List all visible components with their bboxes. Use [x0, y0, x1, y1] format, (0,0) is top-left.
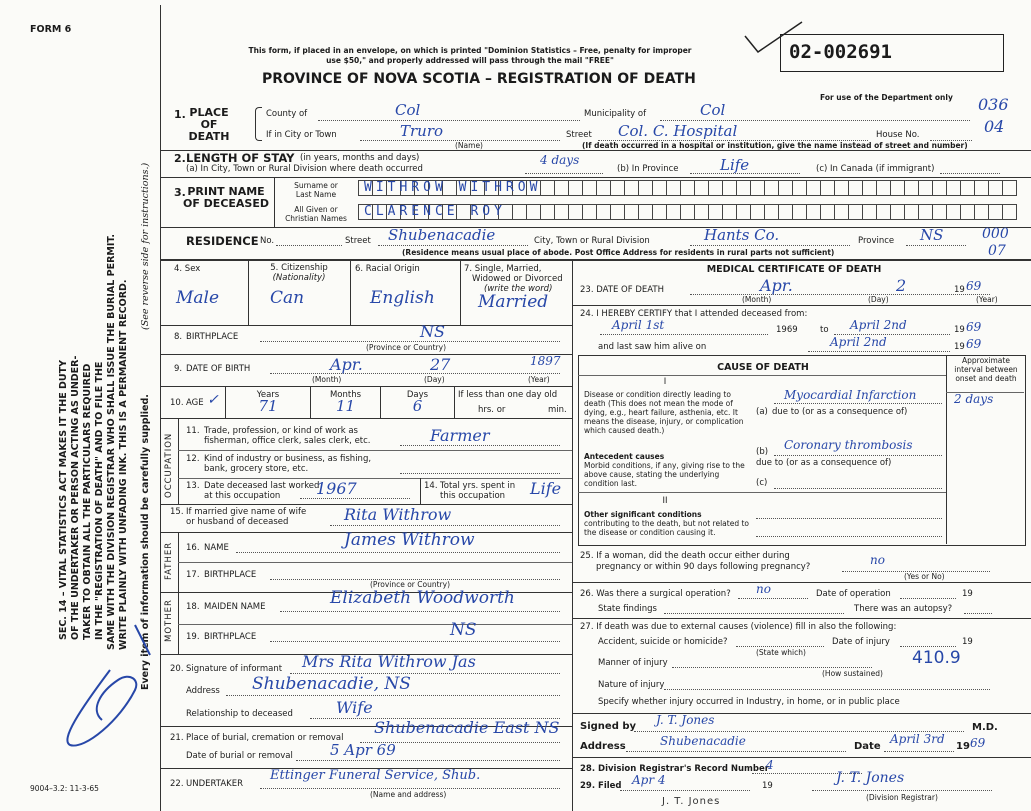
s1-num: 1. [174, 108, 186, 121]
s5-label: 5. Citizenship (Nationality) [270, 263, 328, 283]
s16-line [236, 552, 560, 553]
dept-code-2: 04 [984, 117, 1005, 136]
s26-autopsy-line [964, 613, 992, 614]
signed-date-value: April 3rd [890, 732, 945, 746]
dept-use-label: For use of the Department only [820, 93, 953, 102]
rule-3 [160, 227, 1031, 228]
occupation-side-label: OCCUPATION [164, 432, 174, 498]
s8-line [260, 341, 560, 342]
s27-accident-label: Accident, suicide or homicide? [598, 637, 728, 647]
s24-to: April 2nd [850, 318, 907, 332]
s24-from-line [600, 334, 768, 335]
street-value: Col. C. Hospital [618, 122, 738, 140]
other-label: Other significant conditions [584, 510, 702, 519]
margin-line-6: WRITE PLAINLY WITH UNFADING INK. THIS IS A PERMANENT RECORD. [118, 279, 129, 650]
s24-saw-line [808, 351, 950, 352]
s24-to-year: 69 [966, 320, 982, 334]
s13-value: 1967 [316, 479, 357, 498]
s17-caption: (Province or Country) [370, 580, 450, 589]
signed-md: M.D. [972, 722, 998, 733]
s25-caption: (Yes or No) [904, 572, 945, 581]
other-line-2 [756, 536, 942, 537]
residence-street-value: Shubenacadie [388, 226, 496, 244]
residence-code-2: 07 [988, 243, 1006, 259]
s2-label-note: (in years, months and days) [300, 153, 420, 163]
s26-findings-line [664, 613, 844, 614]
s1-bracket [255, 107, 262, 141]
s21-value: Shubenacadie East NS [374, 718, 560, 737]
father-rule [178, 562, 572, 563]
s17-num: 17. [186, 570, 200, 580]
s10-div-4 [454, 386, 455, 418]
s22-line [260, 788, 560, 789]
s4-value: Male [176, 288, 220, 308]
registrar-stamp: J. T. Jones [662, 796, 721, 807]
s10-label: AGE [186, 398, 204, 408]
s24-label: 24. I HEREBY CERTIFY that I attended deceased from: [580, 309, 808, 319]
interval-label: Approximate interval between onset and death [954, 356, 1018, 383]
s24-saw-value: April 2nd [830, 335, 887, 349]
s3-num: 3. [174, 186, 186, 199]
mother-side-label: MOTHER [164, 599, 174, 642]
s27-date-line [900, 646, 956, 647]
residence-province-line [906, 245, 966, 246]
s2-a-value: 4 days [540, 153, 580, 167]
occ-side-rule [178, 418, 179, 504]
s22-value: Ettinger Funeral Service, Shub. [270, 768, 481, 783]
s24-to-label: to [820, 325, 829, 335]
med-rule-3 [572, 618, 1031, 619]
s2-b-value: Life [720, 156, 750, 174]
signed-date-label: Date [854, 741, 881, 752]
s9-day-cap: (Day) [424, 375, 445, 384]
s20-rel-label: Relationship to deceased [186, 709, 293, 719]
s19-line [270, 641, 560, 642]
municipality-value: Col [700, 101, 726, 119]
s27-accident-line [736, 646, 824, 647]
min-label: min. [548, 405, 567, 415]
county-label: County of [266, 109, 308, 119]
s8-num: 8. [174, 332, 183, 342]
s23-day-cap: (Day) [868, 295, 889, 304]
margin-line-2: OF THE UNDERTAKER OR PERSON ACTING AS UNDER- [70, 355, 81, 640]
residence-code: 000 [982, 226, 1009, 242]
rule-2 [160, 177, 1031, 178]
s10-check: ✓ [207, 392, 219, 408]
s16-label: NAME [204, 543, 229, 553]
occ-rule-2 [178, 478, 572, 479]
s29-value: Apr 4 [632, 773, 666, 787]
s26-year-pre: 19 [962, 589, 973, 599]
check-mark [740, 18, 810, 58]
s9-line [270, 373, 560, 374]
given-value: CLARENCE ROY [364, 204, 506, 219]
s19-label: BIRTHPLACE [204, 632, 257, 642]
rule-7 [160, 386, 572, 387]
s24-saw-year: 69 [966, 337, 982, 351]
s1-label: PLACE OF DEATH [188, 106, 230, 143]
s15-line [330, 525, 560, 526]
s25-value: no [870, 553, 885, 567]
signed-address-line [626, 751, 846, 752]
margin-line-7: (See reverse side for instructions.) [140, 162, 151, 330]
other-line-1 [756, 518, 942, 519]
antecedent-note: Morbid conditions, if any, giving rise to the above cause, stating the underlying condition last. [584, 461, 745, 488]
s18-num: 18. [186, 602, 200, 612]
cause-a-interval: 2 days [954, 392, 994, 406]
s26-autopsy-label: There was an autopsy? [854, 604, 953, 614]
margin-pen-mark [40, 610, 160, 750]
county-value: Col [395, 101, 421, 119]
envelope-notice-line1: This form, if placed in an envelope, on which is printed "Dominion Statistics – Free, penalty for improper [248, 46, 692, 55]
dept-code: 036 [978, 95, 1009, 114]
s6-label: 6. Racial Origin [355, 264, 420, 274]
surname-value: WITHROW WITHROW [364, 180, 542, 195]
form-title: PROVINCE OF NOVA SCOTIA – REGISTRATION OF DEATH [262, 71, 696, 87]
s29-registrar-line [812, 790, 992, 791]
s16-value: James Withrow [344, 530, 475, 550]
residence-city-line [690, 245, 850, 246]
s10-num: 10. [170, 398, 184, 408]
residence-city-value: Hants Co. [704, 226, 780, 244]
house-label: House No. [876, 130, 920, 140]
s2-a-line [525, 173, 603, 174]
s29-year-pre: 19 [762, 781, 773, 791]
s12-num: 12. [186, 454, 200, 464]
s15-value: Rita Withrow [344, 505, 452, 524]
s23-label: 23. DATE OF DEATH [580, 285, 664, 295]
cause-b-line [774, 455, 942, 456]
county-line [318, 120, 580, 121]
envelope-notice-line2: use $50," and properly addressed will pass through the mail "FREE" [326, 56, 614, 65]
months-label: Months [329, 390, 362, 400]
s16-num: 16. [186, 543, 200, 553]
column-divider [572, 259, 573, 811]
s9-label: DATE OF BIRTH [186, 364, 251, 374]
s8-caption: (Province or Country) [366, 343, 446, 352]
s29-line [620, 790, 750, 791]
interval-divider [946, 355, 947, 544]
cause-b-value: Coronary thrombosis [784, 438, 913, 452]
left-margin-rule [160, 5, 161, 811]
s27-industry-label: Specify whether injury occurred in Industry, in home, or in public place [598, 697, 900, 707]
municipality-line [660, 120, 970, 121]
municipality-label: Municipality of [584, 109, 647, 119]
s21-date-value: 5 Apr 69 [330, 741, 396, 759]
s26-findings-label: State findings [598, 604, 657, 614]
s22-caption: (Name and address) [370, 790, 447, 799]
s15-num: 15. [170, 507, 184, 517]
lt-label: If less than one day old [458, 390, 558, 400]
med-rule-5 [572, 757, 1031, 758]
s26-line [738, 598, 808, 599]
s5-divider [350, 259, 351, 325]
s2-label: LENGTH OF STAY [186, 151, 295, 165]
cause-title: CAUSE OF DEATH [717, 362, 809, 373]
mother-side-rule [178, 592, 179, 654]
cause-a-value: Myocardial Infarction [784, 388, 917, 402]
residence-street-line [378, 245, 528, 246]
rule-8 [160, 418, 572, 419]
s8-label: BIRTHPLACE [186, 332, 239, 342]
s13-line [300, 498, 410, 499]
s24-to-year-pre: 19 [954, 325, 965, 335]
days-value: 6 [412, 397, 423, 415]
cause-c: (c) [756, 478, 768, 488]
years-value: 71 [258, 397, 278, 415]
s19-num: 19. [186, 632, 200, 642]
s25-label: 25. If a woman, did the death occur either during [580, 551, 790, 561]
s6-divider [460, 259, 461, 325]
s26-date-line [900, 598, 956, 599]
s8-value: NS [420, 322, 445, 341]
margin-line-5: SAME WITH THE DIVISION REGISTRAR WHO SHALL ISSUE THE BURIAL PERMIT. [106, 233, 117, 650]
s27-manner-label: Manner of injury [598, 658, 668, 668]
s24-saw: and last saw him alive on [598, 342, 707, 352]
city-label: If in City or Town [266, 130, 337, 140]
medical-title: MEDICAL CERTIFICATE OF DEATH [706, 264, 882, 275]
s9-year-cap: (Year) [528, 375, 550, 384]
signed-label: Signed by [580, 721, 637, 732]
father-side-label: FATHER [164, 541, 174, 580]
s2-b-label: (b) In Province [617, 164, 679, 174]
s1-note: (If death occurred in a hospital or institution, give the name instead of street and number) [582, 141, 968, 150]
signed-address-value: Shubenacadie [660, 734, 746, 748]
s23-line [690, 294, 990, 295]
s23-year-cap: (Year) [976, 295, 998, 304]
s17-label: BIRTHPLACE [204, 570, 257, 580]
s27-state-caption: (State which) [756, 648, 806, 657]
occ-rule-1 [178, 450, 572, 451]
s27-nature-line [664, 689, 990, 690]
footer-code: 9004–3.2: 11-3-65 [30, 784, 99, 793]
s25-label-2: pregnancy or within 90 days following pregnancy? [596, 562, 811, 572]
s29-registrar-caption: (Division Registrar) [866, 793, 938, 802]
cause-c-line [774, 488, 942, 489]
s12-label: Kind of industry or business, as fishing, bank, grocery store, etc. [204, 454, 372, 474]
direct-label: Disease or condition directly leading to death (This does not mean the mode of dying, e.g., heart failure, asthenia, etc. It means the disease, injury, or complication which caused death.) [584, 390, 744, 435]
s23-month-cap: (Month) [742, 295, 772, 304]
s11-line [400, 445, 560, 446]
s2-a-label: (a) In City, Town or Rural Division where death occurred [186, 164, 423, 174]
s27-how-caption: (How sustained) [822, 669, 883, 678]
cause-rule [578, 375, 946, 376]
s3-label: PRINT NAME OF DECEASED [182, 185, 269, 210]
s22-num: 22. [170, 779, 184, 789]
s27-nature-label: Nature of injury [598, 680, 665, 690]
s11-num: 11. [186, 426, 200, 436]
s14-value: Life [530, 479, 562, 498]
s14-label: Total yrs. spent in this occupation [440, 481, 516, 501]
margin-line-3: TAKER TO OBTAIN ALL THE PARTICULARS REQUIRED [82, 363, 93, 640]
s2-c-line [940, 173, 1000, 174]
s5-value: Can [270, 288, 305, 308]
margin-line-4: IN THE "REGISTRATION OF DEATH" AND TO FILE THE [94, 361, 105, 640]
s26-value: no [756, 582, 771, 596]
s20-address-line [226, 695, 560, 696]
due-label-1: due to (or as a consequence of) [772, 407, 908, 417]
city-value: Truro [400, 122, 444, 140]
s4-divider [248, 259, 249, 325]
s15-label: If married give name of wife or husband of deceased [186, 507, 307, 527]
signed-year-pre: 19 [956, 741, 970, 752]
s3-divider [274, 177, 275, 227]
form-label: FORM 6 [30, 24, 72, 35]
cause-a-line [774, 403, 942, 404]
med-rule-1 [572, 305, 1031, 306]
surname-label: Surname or Last Name [294, 181, 338, 199]
s11-label: Trade, profession, or kind of work as fisherman, office clerk, sales clerk, etc. [204, 426, 371, 446]
s27-label: 27. If death was due to external causes (violence) fill in also the following: [580, 622, 897, 632]
residence-street-label: Street [345, 236, 371, 246]
residence-province-label: Province [858, 236, 895, 246]
signed-year: 69 [970, 736, 986, 750]
s14-num: 14. [424, 481, 438, 491]
signed-value: J. T. Jones [656, 713, 715, 727]
s29-registrar-value: J. T. Jones [836, 770, 905, 786]
cause-b: (b) [756, 447, 769, 457]
s20-address-value: Shubenacadie, NS [252, 674, 411, 694]
street-label: Street [566, 130, 592, 140]
s18-value: Elizabeth Woodworth [330, 588, 515, 608]
s9-year: 1897 [530, 354, 561, 368]
s24-saw-year-pre: 19 [954, 342, 965, 352]
residence-label: RESIDENCE [186, 234, 259, 248]
s20-label: Signature of informant [186, 664, 283, 674]
due-label-2: due to (or as a consequence of) [756, 458, 892, 468]
s9-num: 9. [174, 364, 183, 374]
s7-value: Married [478, 292, 549, 312]
s9-month: Apr. [330, 355, 363, 374]
s2-c-label: (c) In Canada (if immigrant) [816, 164, 935, 174]
s2-num: 2. [174, 152, 186, 165]
s21-date-line [296, 760, 560, 761]
signed-date-line [884, 751, 954, 752]
s21-label: Place of burial, cremation or removal [186, 733, 344, 743]
city-name-caption: (Name) [455, 141, 483, 150]
s29-label: 29. Filed [580, 781, 622, 791]
part-1: I [663, 377, 667, 387]
s20-value: Mrs Rita Withrow Jas [302, 652, 476, 671]
other-note: contributing to the death, but not related to the disease or condition causing it. [584, 519, 749, 537]
s28-value: 4 [766, 758, 774, 772]
s24-from-year: 1969 [776, 325, 798, 335]
s26-date-label: Date of operation [816, 589, 891, 599]
hrs-label: hrs. or [478, 405, 506, 415]
med-rule-2 [572, 582, 1031, 583]
given-label: All Given or Christian Names [285, 205, 347, 223]
s23-month: Apr. [760, 276, 793, 295]
s27-manner-line [672, 667, 872, 668]
s12-line [400, 473, 560, 474]
signed-address-label: Address [580, 741, 626, 752]
rule-4 [160, 259, 1031, 261]
s4-label: 4. Sex [174, 264, 201, 274]
cause-a: (a) [756, 407, 768, 417]
s28-label: 28. Division Registrar's Record Number [580, 764, 769, 774]
rule-6 [160, 354, 572, 355]
months-value: 11 [335, 397, 356, 415]
residence-note: (Residence means usual place of abode. Post Office Address for residents in rural parts not sufficient) [402, 248, 835, 257]
residence-no-label: No. [260, 236, 275, 246]
s23-year: 69 [966, 279, 982, 293]
residence-no-line [276, 245, 342, 246]
s7-label: 7. Single, Married, Widowed or Divorced (write the word) [464, 264, 563, 294]
s13-num: 13. [186, 481, 200, 491]
s27-date-injury-label: Date of injury [832, 637, 890, 647]
margin-line-8: Every item of information should be carefully supplied. [140, 394, 151, 690]
margin-line-1: SEC. 14 – VITAL STATISTICS ACT MAKES IT THE DUTY [58, 360, 69, 640]
s22-label: UNDERTAKER [186, 779, 243, 789]
s18-line [280, 611, 560, 612]
s19-value: NS [450, 620, 477, 640]
s27-code: 410.9 [912, 648, 961, 668]
days-label: Days [406, 390, 429, 400]
s18-label: MAIDEN NAME [204, 602, 266, 612]
s13-label: Date deceased last worked at this occupation [204, 481, 320, 501]
s21-date-label: Date of burial or removal [186, 751, 293, 761]
registration-number: 02-002691 [789, 41, 892, 63]
s21-num: 21. [170, 733, 184, 743]
years-label: Years [256, 390, 280, 400]
s6-value: English [370, 288, 435, 308]
s24-from: April 1st [612, 318, 665, 332]
residence-province-value: NS [920, 226, 944, 244]
s9-day: 27 [430, 355, 451, 374]
part-2: II [662, 496, 668, 506]
mother-rule [178, 624, 572, 625]
registration-number-box [780, 34, 1004, 72]
s23-day: 2 [896, 276, 907, 295]
s27-year-pre: 19 [962, 637, 973, 647]
s9-month-cap: (Month) [312, 375, 342, 384]
rule-5 [160, 325, 572, 326]
s26-label: 26. Was there a surgical operation? [580, 589, 731, 599]
s23-year-pre: 19 [954, 285, 965, 295]
antecedent-label: Antecedent causes [584, 452, 665, 461]
cause-rule-2 [578, 492, 946, 493]
s11-value: Farmer [430, 426, 490, 445]
med-rule-4 [572, 713, 1031, 714]
s20-num: 20. [170, 664, 184, 674]
s20-rel-value: Wife [336, 698, 373, 717]
s20-address-label: Address [186, 686, 220, 696]
s14-divider [420, 478, 421, 504]
residence-city-label: City, Town or Rural Division [534, 236, 650, 246]
